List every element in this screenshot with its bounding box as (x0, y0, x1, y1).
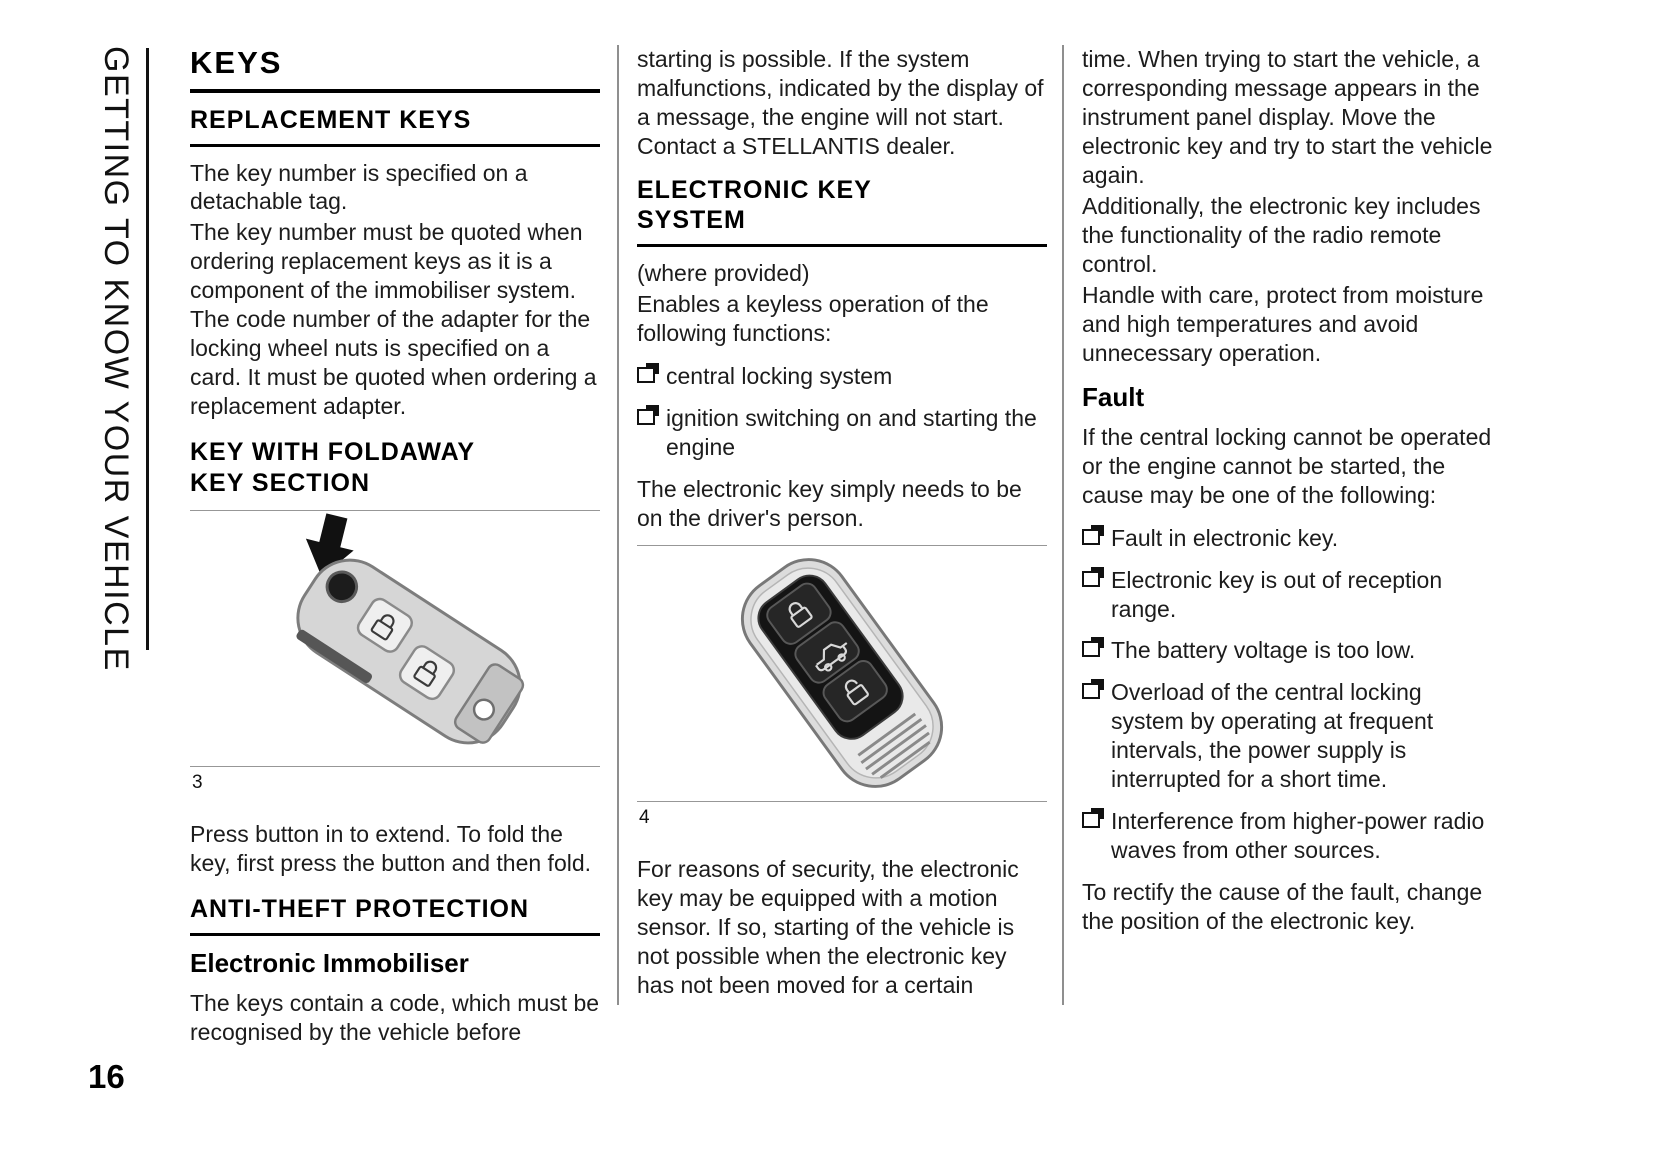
foldaway-key-heading: KEY WITH FOLDAWAY KEY SECTION (190, 438, 475, 497)
replacement-keys-paragraph-2: The key number must be quoted when ordering replacement keys as it is a component of the immobiliser system. The code number of the adapter for the locking wheel nuts is specified on a card. It must be quoted when ordering a replacement adapter. (190, 219, 597, 420)
list-item-text: ignition switching on and starting the engine (666, 404, 1037, 460)
list-item (637, 362, 1047, 391)
electronic-key-paragraph-2: The electronic key simply needs to be on the driver's person. (637, 475, 1022, 531)
list-item (1082, 566, 1494, 624)
electronic-key-image (639, 546, 1045, 800)
figure-number: 3 (192, 772, 203, 794)
shadowed-square-bullet-icon (1082, 640, 1101, 657)
keys-heading: KEYS (190, 45, 283, 80)
immobiliser-heading: Electronic Immobiliser (190, 947, 469, 978)
column-2 (637, 45, 1047, 1001)
shadowed-square-bullet-icon (637, 366, 656, 383)
list-item (637, 404, 1047, 462)
list-item (1082, 678, 1494, 794)
shadowed-square-bullet-icon (1082, 528, 1101, 545)
column-3 (1082, 45, 1494, 938)
electronic-key-heading: ELECTRONIC KEY SYSTEM (637, 175, 872, 235)
list-item (1082, 524, 1494, 553)
radio-remote-paragraph: Additionally, the electronic key includes the functionality of the radio remote control. (1082, 192, 1481, 277)
sidebar-section-label: GETTING TO KNOW YOUR VEHICLE (97, 46, 135, 672)
where-provided-note: (where provided) (637, 259, 810, 286)
electronic-key-figure (637, 545, 1047, 802)
foldaway-key-figure (190, 510, 600, 767)
motion-sensor-paragraph-cont: time. When trying to start the vehicle, a corresponding message appears in the instrument panel display. Move the electronic key and try to start the vehicle again. (1082, 46, 1493, 188)
shadowed-square-bullet-icon (1082, 811, 1101, 828)
list-item-text: The battery voltage is too low. (1111, 637, 1416, 664)
heading-rule (190, 933, 600, 936)
list-item (1082, 807, 1494, 865)
list-item (1082, 636, 1494, 665)
shadowed-square-bullet-icon (1082, 570, 1101, 587)
electronic-key-paragraph-1: Enables a keyless operation of the following functions: (637, 290, 989, 346)
column-divider-2 (1062, 45, 1064, 1005)
page-number: 16 (88, 1058, 125, 1095)
foldaway-key-image (192, 513, 598, 764)
electronic-key-bullet-list (637, 362, 1047, 462)
replacement-keys-paragraph-1: The key number is specified on a detachable tag. (190, 159, 528, 215)
list-item-text: Interference from higher-power radio waves from other sources. (1111, 808, 1485, 864)
immobiliser-paragraph-cont: starting is possible. If the system malfunctions, indicated by the display of a message, the engine will not start. Contact a STELLANTIS dealer. (637, 46, 1044, 159)
fault-heading: Fault (1082, 381, 1145, 412)
heading-rule (190, 144, 600, 147)
list-item-text: Fault in electronic key. (1111, 524, 1339, 551)
list-item-text: central locking system (666, 362, 893, 389)
foldaway-key-paragraph: Press button in to extend. To fold the key, first press the button and then fold. (190, 821, 592, 877)
column-1 (190, 45, 600, 1049)
sidebar-rule (146, 48, 149, 650)
list-item-text: Overload of the central locking system by operating at frequent intervals, the power supply is interrupted for a short time. (1111, 679, 1434, 793)
fault-bullet-list (1082, 524, 1494, 866)
shadowed-square-bullet-icon (637, 408, 656, 425)
rectify-fault-paragraph: To rectify the cause of the fault, change the position of the electronic key. (1082, 879, 1483, 935)
replacement-keys-heading: REPLACEMENT KEYS (190, 106, 472, 134)
shadowed-square-bullet-icon (1082, 682, 1101, 699)
anti-theft-heading: ANTI-THEFT PROTECTION (190, 895, 530, 924)
list-item-text: Electronic key is out of reception range. (1111, 566, 1443, 622)
column-divider-1 (617, 45, 619, 1005)
motion-sensor-paragraph: For reasons of security, the electronic key may be equipped with a motion sensor. If so, starting of the vehicle is not possible when the electronic key has not been moved for a certain (637, 855, 1019, 998)
figure-number: 4 (639, 806, 650, 828)
immobiliser-paragraph: The keys contain a code, which must be recognised by the vehicle before (190, 989, 600, 1045)
heading-rule (190, 89, 600, 93)
handle-care-paragraph: Handle with care, protect from moisture and high temperatures and avoid unnecessary operation. (1082, 281, 1484, 366)
fault-paragraph: If the central locking cannot be operated or the engine cannot be started, the cause may be one of the following: (1082, 423, 1492, 508)
heading-rule (637, 244, 1047, 247)
